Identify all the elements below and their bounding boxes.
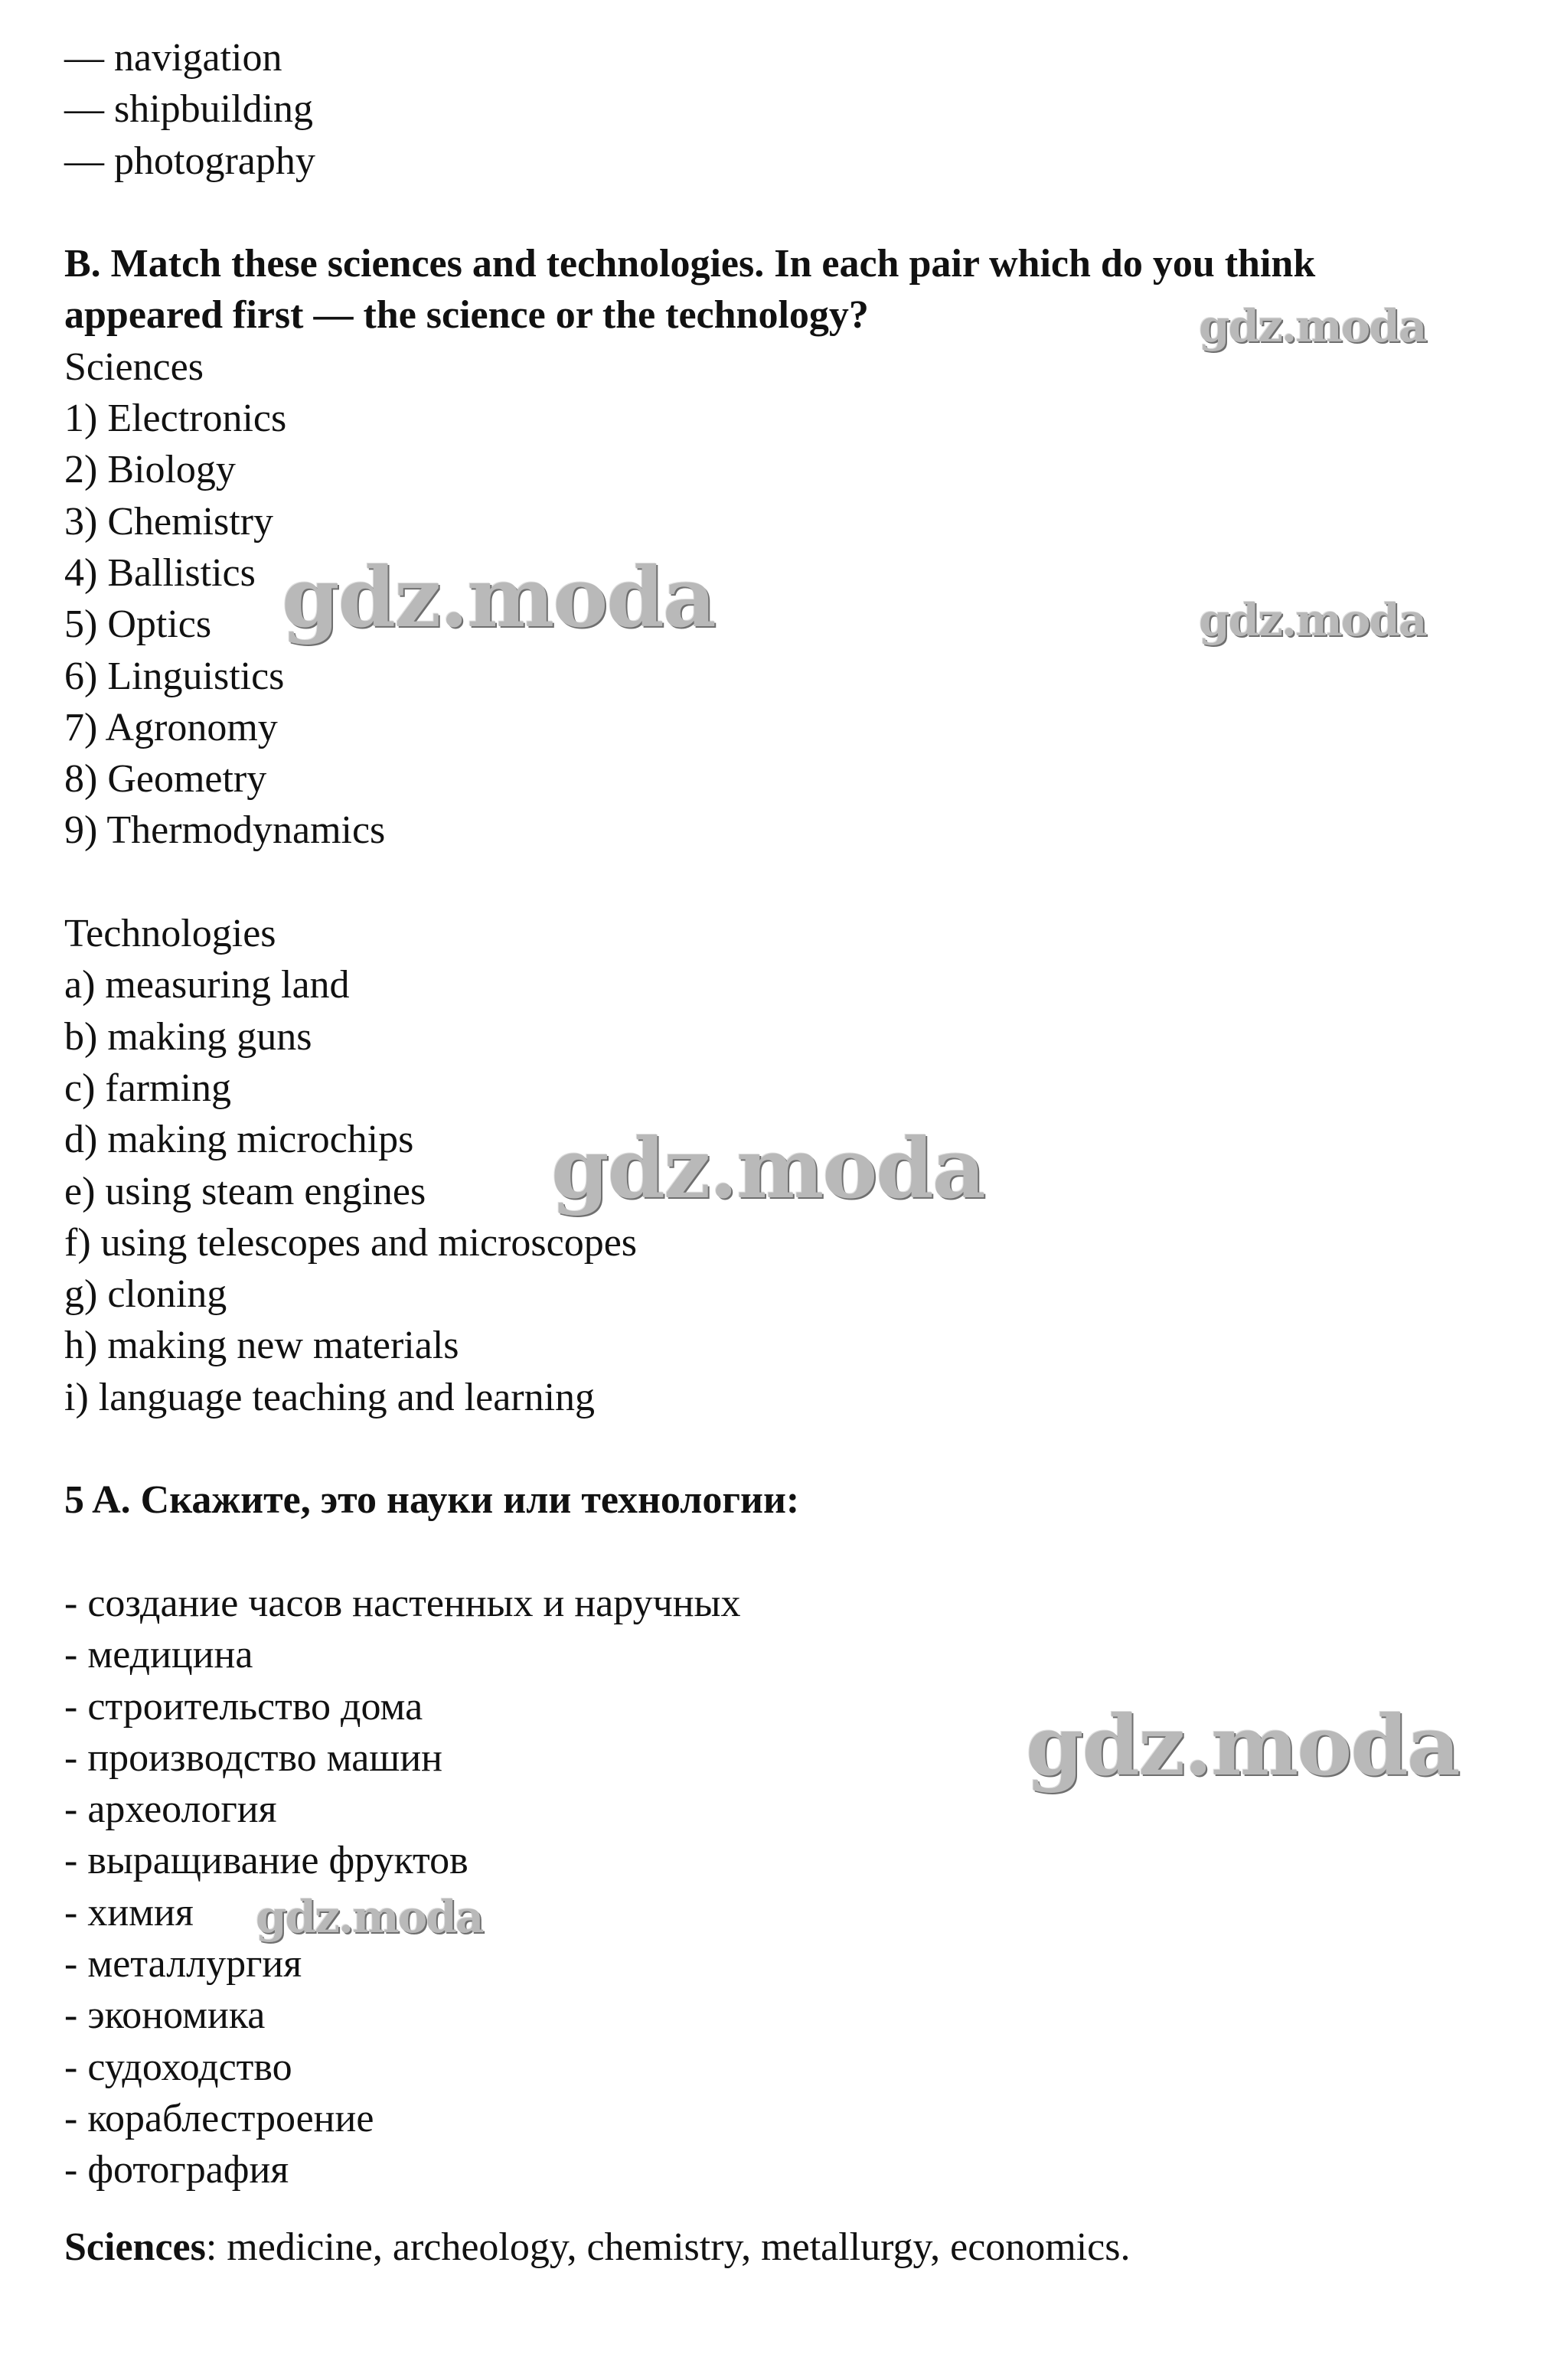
section-5a-heading: 5 A. Скажите, это науки или технологии:: [64, 1478, 800, 1523]
science-item: 4) Ballistics: [64, 550, 256, 595]
section-b-heading-line1: B. Match these sciences and technologies. In each pair which do you think: [64, 242, 1316, 286]
science-item: 2) Biology: [64, 448, 236, 492]
technology-item: g) cloning: [64, 1272, 227, 1317]
science-item: 8) Geometry: [64, 757, 267, 801]
technology-item: c) farming: [64, 1066, 232, 1110]
russian-item: - металлургия: [64, 1941, 302, 1986]
russian-item: - строительство дома: [64, 1684, 423, 1729]
science-item: 6) Linguistics: [64, 654, 285, 698]
watermark: gdz.moda: [256, 1891, 483, 1943]
watermark: gdz.moda: [1199, 594, 1426, 646]
science-item: 7) Agronomy: [64, 705, 278, 749]
technology-item: f) using telescopes and microscopes: [64, 1220, 638, 1265]
science-item: 1) Electronics: [64, 397, 287, 441]
list-item: — navigation: [64, 36, 282, 80]
science-item: 5) Optics: [64, 602, 212, 647]
list-item: — photography: [64, 139, 315, 183]
russian-item: - экономика: [64, 1993, 266, 2038]
russian-item: - создание часов настенных и наручных: [64, 1581, 741, 1625]
technology-item: d) making microchips: [64, 1118, 414, 1162]
watermark: gdz.moda: [1199, 300, 1426, 352]
russian-item: - медицина: [64, 1633, 253, 1677]
science-item: 9) Thermodynamics: [64, 808, 386, 853]
section-b-heading-line2: appeared first — the science or the technology?: [64, 293, 869, 338]
science-item: 3) Chemistry: [64, 499, 273, 544]
watermark: gdz.moda: [282, 550, 715, 646]
technology-item: b) making guns: [64, 1014, 312, 1059]
russian-item: - выращивание фруктов: [64, 1839, 468, 1883]
russian-item: - археология: [64, 1787, 277, 1832]
russian-item: - производство машин: [64, 1735, 442, 1780]
russian-item: - судоходство: [64, 2045, 292, 2089]
technology-item: e) using steam engines: [64, 1169, 426, 1213]
list-item: — shipbuilding: [64, 87, 314, 132]
watermark: gdz.moda: [551, 1121, 984, 1217]
technology-item: i) language teaching and learning: [64, 1375, 596, 1419]
answer-text: : medicine, archeology, chemistry, metallurgy, economics.: [205, 2225, 1131, 2270]
sciences-label: Sciences: [64, 344, 204, 389]
watermark: gdz.moda: [1026, 1698, 1459, 1794]
answer-line: [64, 2222, 1519, 2273]
russian-item: - химия: [64, 1890, 194, 1934]
technology-item: a) measuring land: [64, 963, 350, 1007]
technology-item: h) making new materials: [64, 1324, 459, 1368]
russian-item: - фотография: [64, 2148, 289, 2192]
technologies-label: Technologies: [64, 912, 276, 956]
russian-item: - кораблестроение: [64, 2096, 374, 2140]
answer-label: Sciences: [64, 2225, 206, 2270]
